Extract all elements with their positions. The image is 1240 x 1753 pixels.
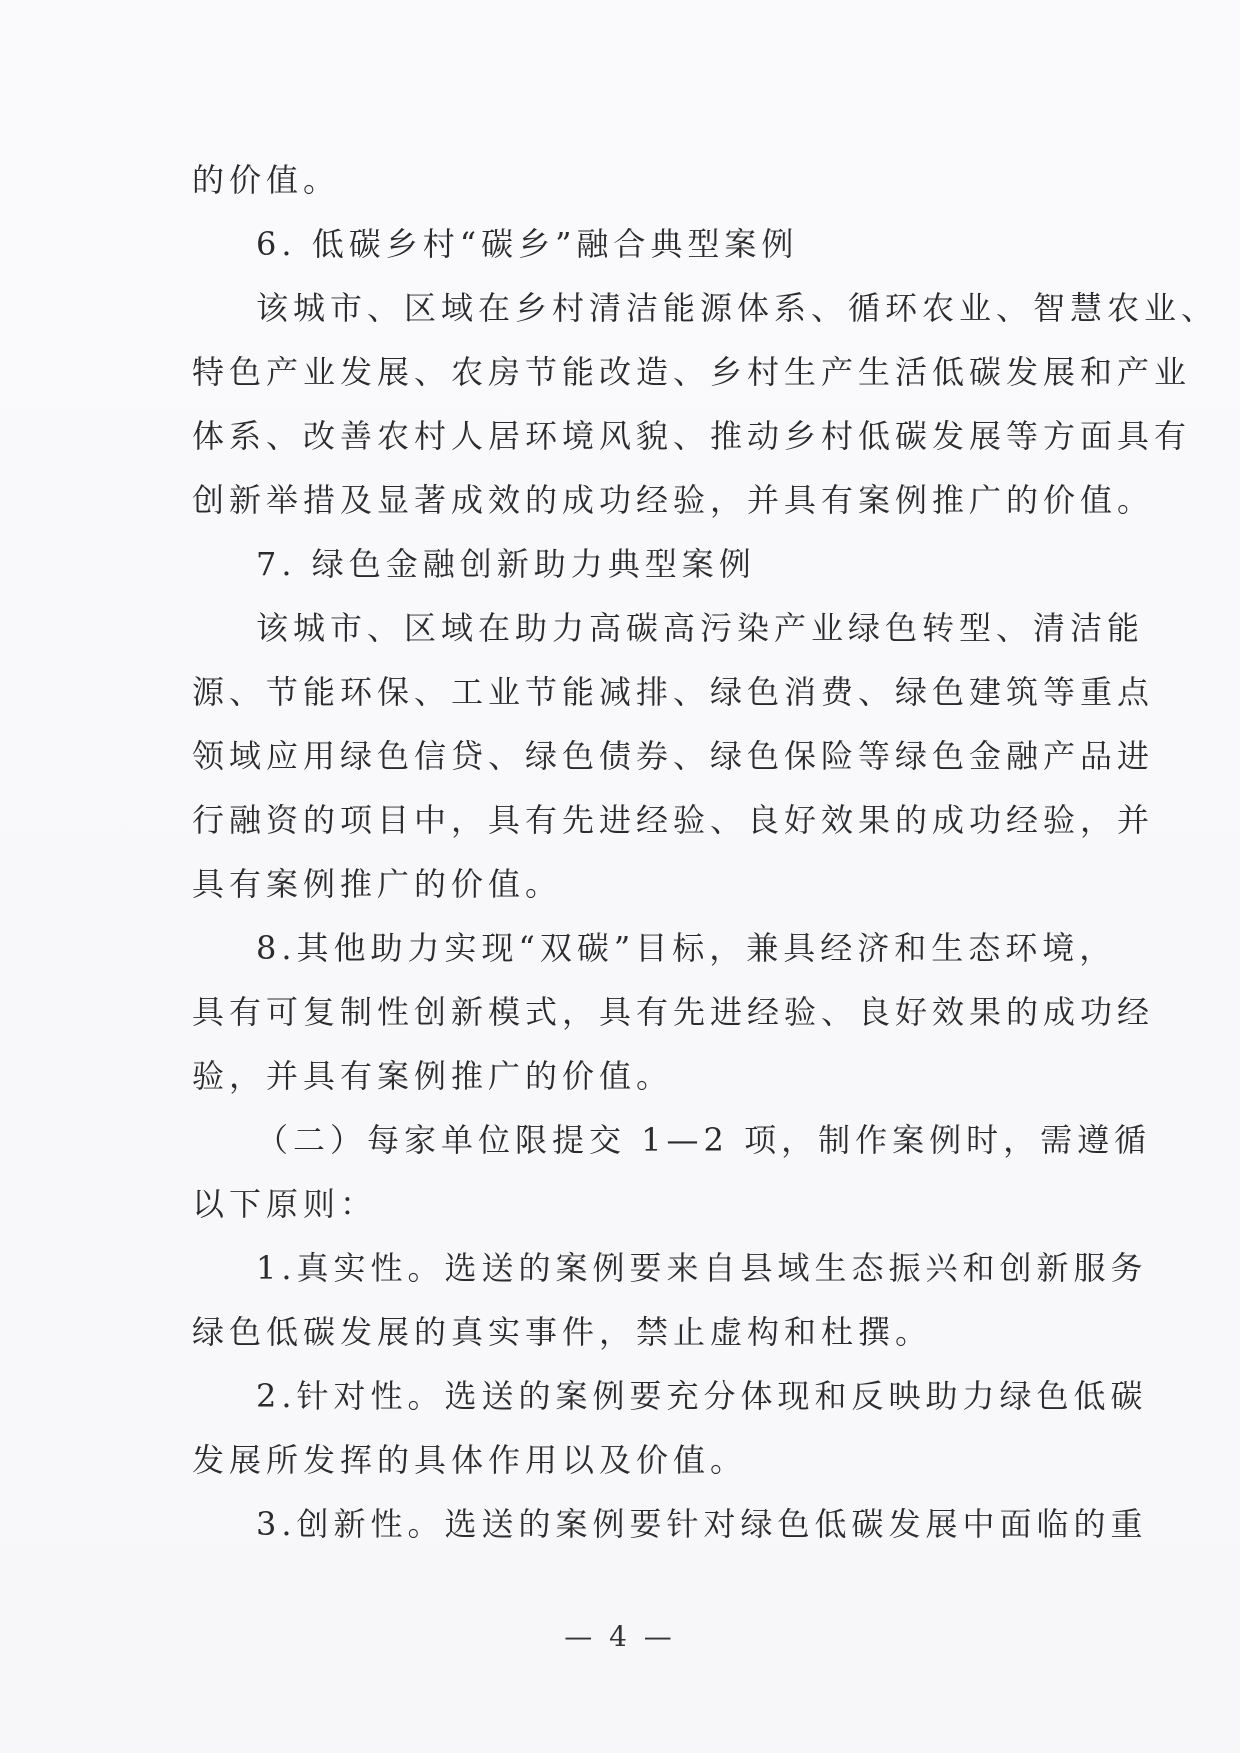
text-line: 8.其他助力实现“双碳”目标，兼具经济和生态环境， <box>256 929 1117 967</box>
text-line: 具有可复制性创新模式，具有先进经验、良好效果的成功经 <box>192 993 1155 1031</box>
text-line: 2.针对性。选送的案例要充分体现和反映助力绿色低碳 <box>256 1377 1148 1415</box>
text-line: （二）每家单位限提交 1—2 项，制作案例时，需遵循 <box>256 1121 1152 1159</box>
page-number: — 4 — <box>564 1620 676 1653</box>
section-heading: 6. 低碳乡村“碳乡”融合典型案例 <box>256 225 799 263</box>
text-line: 的价值。 <box>192 161 341 199</box>
text-line: 该城市、区域在助力高碳高污染产业绿色转型、清洁能 <box>256 609 1145 647</box>
text-line: 特色产业发展、农房节能改造、乡村生产生活低碳发展和产业 <box>192 353 1192 391</box>
text-line: 绿色低碳发展的真实事件，禁止虚构和杜撰。 <box>192 1313 933 1351</box>
text-line: 具有案例推广的价值。 <box>192 865 563 903</box>
text-line: 领域应用绿色信贷、绿色债券、绿色保险等绿色金融产品进 <box>192 737 1155 775</box>
text-line: 该城市、区域在乡村清洁能源体系、循环农业、智慧农业、 <box>256 289 1219 327</box>
text-line: 发展所发挥的具体作用以及价值。 <box>192 1441 748 1479</box>
text-line: 源、节能环保、工业节能减排、绿色消费、绿色建筑等重点 <box>192 673 1155 711</box>
text-line: 体系、改善农村人居环境风貌、推动乡村低碳发展等方面具有 <box>192 417 1192 455</box>
text-line: 1.真实性。选送的案例要来自县域生态振兴和创新服务 <box>256 1249 1148 1287</box>
text-line: 行融资的项目中，具有先进经验、良好效果的成功经验，并 <box>192 801 1155 839</box>
section-heading: 7. 绿色金融创新助力典型案例 <box>256 545 756 583</box>
text-line: 3.创新性。选送的案例要针对绿色低碳发展中面临的重 <box>256 1505 1148 1543</box>
text-line: 以下原则： <box>192 1185 378 1223</box>
text-line: 验，并具有案例推广的价值。 <box>192 1057 674 1095</box>
document-body <box>192 148 1219 1556</box>
text-line: 创新举措及显著成效的成功经验，并具有案例推广的价值。 <box>192 481 1155 519</box>
